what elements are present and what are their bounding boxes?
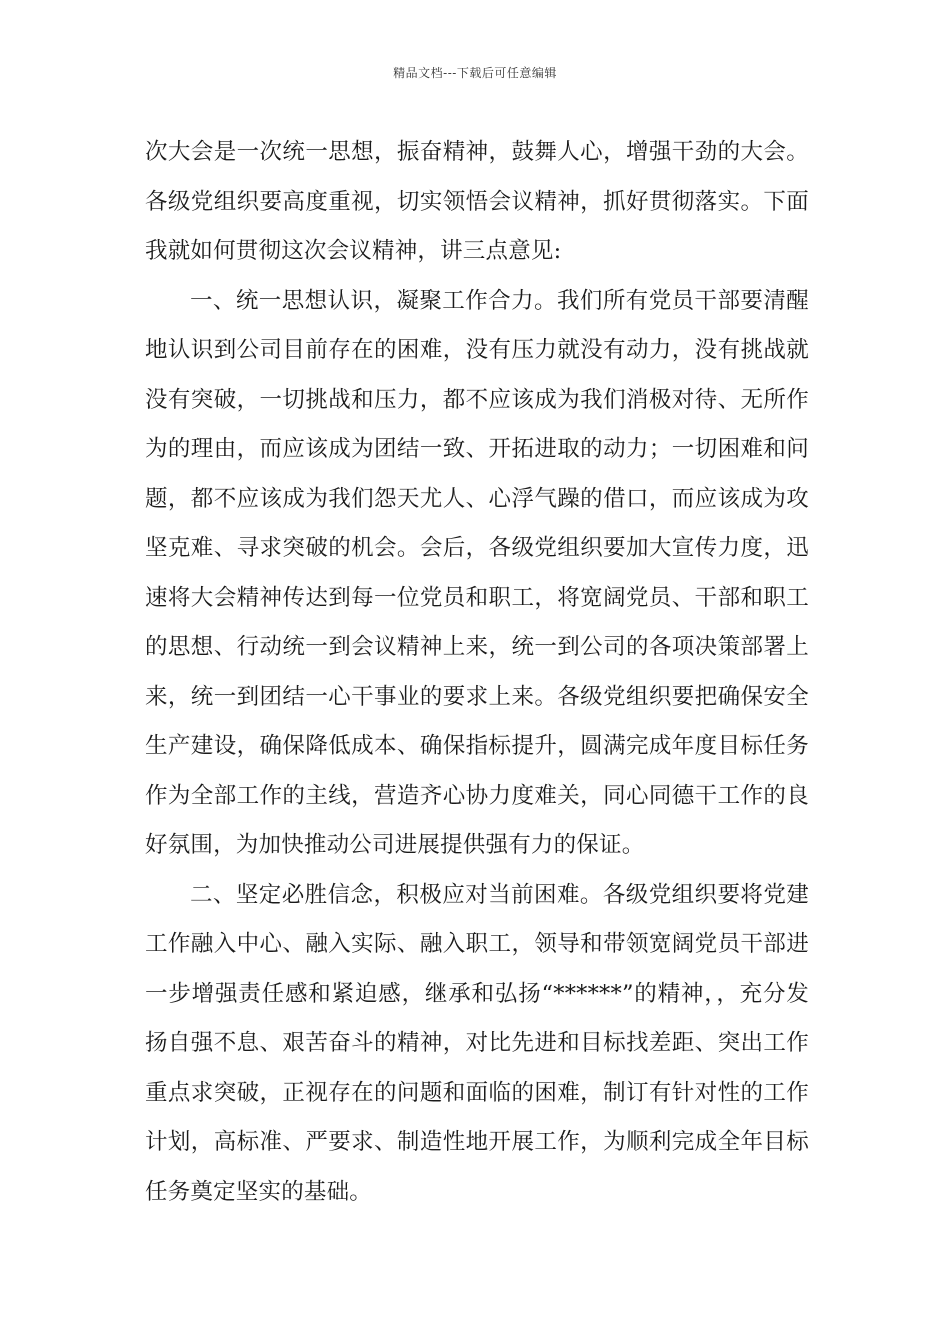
paragraph-point-one: 一、统一思想认识，凝聚工作合力。我们所有党员干部要清醒地认识到公司目前存在的困难，没有压力就没有动力，没有挑战就没有突破，一切挑战和压力，都不应该成为我们消极对待、无所作为的理由，而应该成为团结一致、开拓进取的动力；一切困难和问题，都不应该成为我们怨天尤人、心浮气躁的借口，而应该成为攻坚克难、寻求突破的机会。会后，各级党组织要加大宣传力度，迅速将大会精神传达到每一位党员和职工，将宽阔党员、干部和职工的思想、行动统一到会议精神上来，统一到公司的各项决策部署上来，统一到团结一心干事业的要求上来。各级党组织要把确保安全生产建设，确保降低成本、确保指标提升，圆满完成年度目标任务作为全部工作的主线，营造齐心协力度难关，同心同德干工作的良好氛围，为加快推动公司进展提供强有力的保证。 <box>145 287 809 858</box>
page-header: 精品文档---下载后可任意编辑 <box>393 66 557 80</box>
document-body <box>145 128 809 1217</box>
paragraph-intro: 次大会是一次统一思想，振奋精神，鼓舞人心，增强干劲的大会。各级党组织要高度重视，切实领悟会议精神，抓好贯彻落实。下面我就如何贯彻这次会议精神，讲三点意见: <box>145 139 809 264</box>
paragraph-point-two: 二、坚定必胜信念，积极应对当前困难。各级党组织要将党建工作融入中心、融入实际、融入职工，领导和带领宽阔党员干部进一步增强责任感和紧迫感，继承和弘扬“******”的精神，，充分发扬自强不息、艰苦奋斗的精神，对比先进和目标找差距、突出工作重点求突破，正视存在的问题和面临的困难，制订有针对性的工作计划，高标准、严要求、制造性地开展工作，为顺利完成全年目标任务奠定坚实的基础。 <box>145 881 809 1205</box>
